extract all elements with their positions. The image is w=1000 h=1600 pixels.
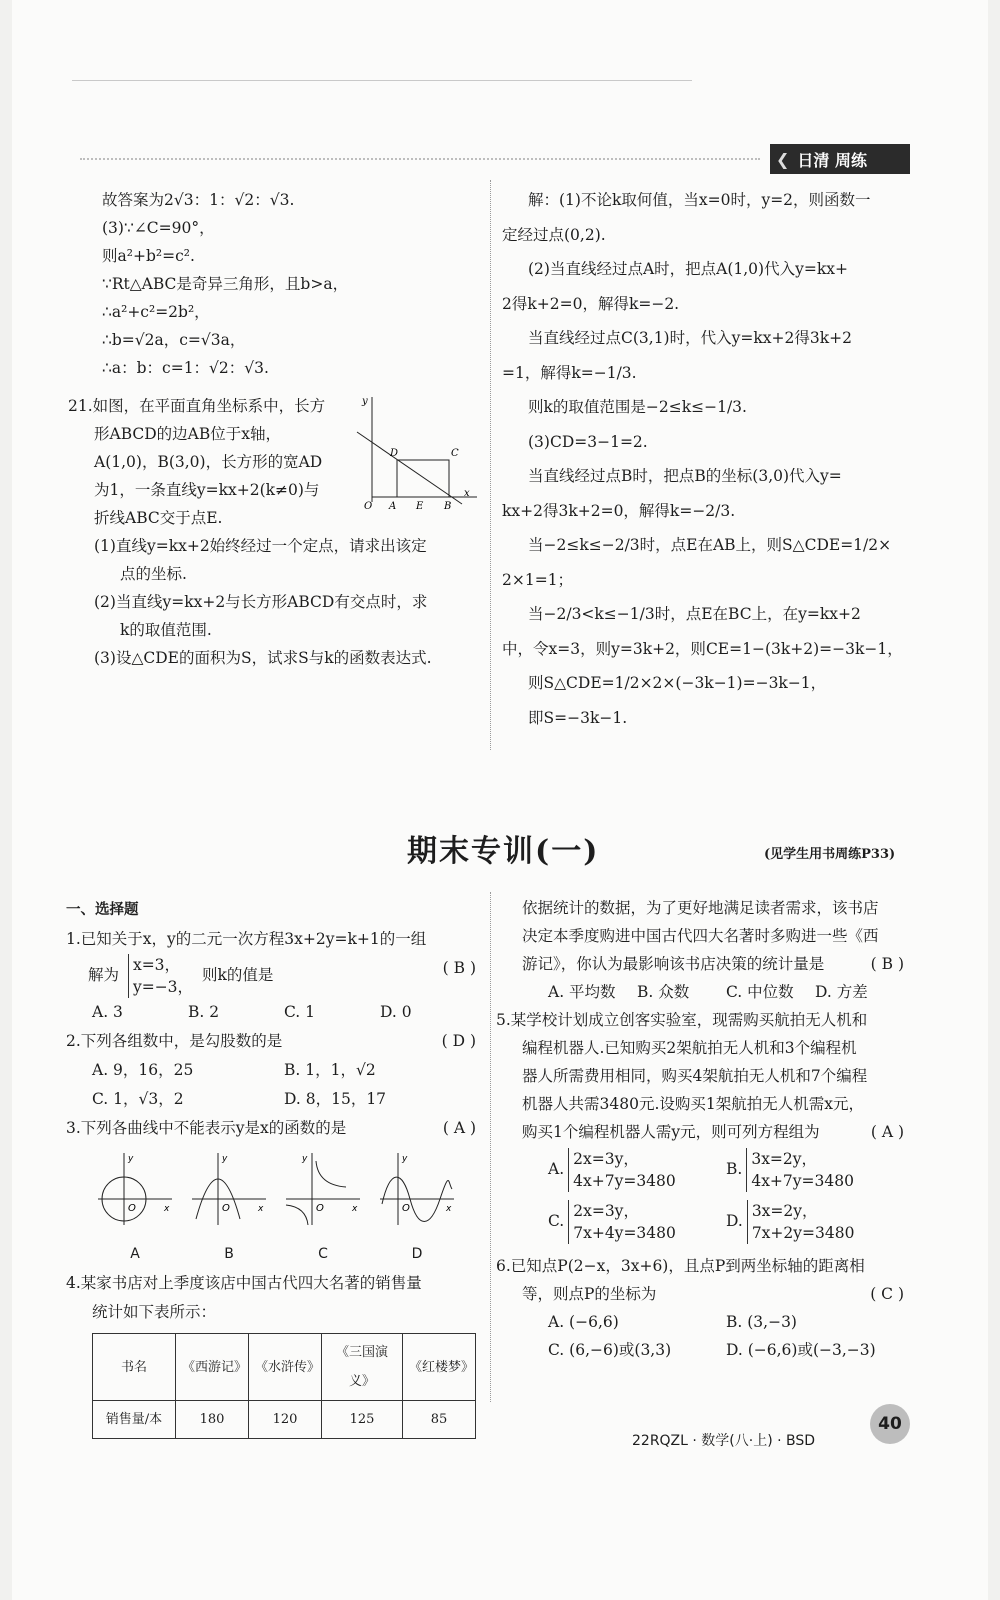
q6-answer: ( C ) [870,1285,904,1303]
q3-answer: ( A ) [442,1119,476,1137]
q4-cont: 游记》，你认为最影响该书店决策的统计量是 [522,955,825,973]
table-row [93,1401,476,1439]
q5-stem: 编程机器人.已知购买2架航拍无人机和3个编程机 [522,1039,857,1057]
question-21 [68,392,338,532]
text-line: 故答案为2√3：1：√2：√3. [102,191,295,209]
column-divider [490,180,491,750]
graph-b [188,1149,270,1269]
sys-line: 4x+7y=3480 [751,1172,854,1190]
svg-text:x: x [446,1204,452,1214]
q5-stem: 器人所需费用相同，购买4架航拍无人机和7个编程 [522,1067,868,1085]
hyperbola-graph-icon [282,1149,364,1229]
q4-stem: 4.某家书店对上季度该店中国古代四大名著的销售量 [66,1274,422,1292]
graph-a [94,1149,176,1269]
parabola-graph-icon [188,1149,270,1229]
footer-code: 22RQZL · 数学(八·上) · BSD [632,1433,816,1449]
table-cell: 125 [322,1401,403,1439]
table-cell: 180 [176,1401,249,1439]
q21-part: (3)设△CDE的面积为S，试求S与k的函数表达式. [94,649,432,667]
option: B. 众数 [637,983,690,1001]
text-line: ∴a：b：c=1：√2：√3. [102,359,269,377]
chevron-icon: ❮ [776,149,790,169]
q3-line [66,1114,476,1143]
solution-line: 2得k+2=0，解得k=−2. [502,294,680,313]
left-bottom-column [66,896,476,1439]
option [726,1200,904,1244]
q1-answer: ( B ) [442,959,476,977]
option: A. 9，16，25 [92,1061,194,1079]
solution-line: =1，解得k=−1/3. [502,363,637,382]
sys-line: 7x+4y=3480 [573,1224,676,1242]
sys-line: 3x=2y， [751,1202,818,1220]
q21-stem: A(1,0)，B(3,0)，长方形的宽AD [94,453,323,471]
option: D. 方差 [815,983,868,1001]
dotted-rule [80,158,760,160]
graph-label: B [224,1246,234,1262]
svg-text:C: C [451,448,459,459]
sys-line: 2x=3y， [573,1150,639,1168]
badge-label: 日清 周练 [797,150,867,170]
q6-options [496,1308,904,1336]
q1-system [128,954,193,998]
svg-text:O: O [316,1203,324,1214]
svg-text:x: x [164,1204,170,1214]
svg-text:y: y [402,1154,408,1164]
solution-line: 则S△CDE=1/2×2×(−3k−1)=−3k−1， [528,674,827,692]
option: B. (3,−3) [726,1313,797,1331]
option: D. 0 [380,1003,412,1021]
q4-cont-line [496,950,904,978]
q21-part: 点的坐标. [120,565,187,583]
svg-text:y: y [362,396,368,407]
q6-stem: 等，则点P的坐标为 [522,1285,657,1303]
svg-text:B: B [444,501,452,512]
q1-stem: 1.已知关于x，y的二元一次方程3x+2y=k+1的一组 [66,930,427,948]
top-rule [72,80,692,81]
option: C. 1，√3，2 [92,1090,184,1108]
option-label: A. [548,1160,565,1178]
q3-graphs [94,1149,476,1269]
q1-pre: 解为 [88,966,120,984]
column-divider [490,892,491,1402]
svg-text:x: x [464,488,470,499]
graph-c [282,1149,364,1269]
svg-text:y: y [302,1154,308,1164]
option: D. 8，15，17 [284,1090,387,1108]
option: D. (−6,6)或(−3,−3) [726,1341,876,1359]
option [726,1148,904,1192]
graph-label: D [411,1246,423,1262]
option: B. 1，1，√2 [284,1061,376,1079]
q4-answer: ( B ) [870,955,904,973]
q6-options [496,1336,904,1364]
svg-text:O: O [222,1203,230,1214]
q2-options [66,1085,476,1114]
page-number: 40 [870,1404,910,1444]
q2-line [66,1027,476,1056]
solution-line: 2×1=1； [502,570,574,589]
page [12,0,988,1600]
header-badge [770,144,910,174]
circle-graph-icon [94,1149,176,1229]
q5-stem-line [496,1118,904,1146]
right-bottom-column [496,894,904,1364]
text-line: 则a²+b²=c². [102,247,195,265]
solution-line: 当直线经过点B时，把点B的坐标(3,0)代入y= [528,467,842,485]
sales-table [92,1333,476,1439]
q5-options-ab [496,1148,904,1192]
text-line: (3)∵∠C=90°， [102,219,215,237]
option [548,1200,726,1244]
option-label: D. [726,1212,743,1230]
graph-d [376,1149,458,1269]
option-system [568,1200,676,1244]
solution-line: 定经过点(0,2). [502,225,606,244]
solution-line: kx+2得3k+2=0，解得k=−2/3. [502,501,736,520]
section-heading: 一、选择题 [66,902,139,918]
question-21-parts [68,532,488,672]
svg-text:E: E [416,501,424,512]
table-cell: 书名 [93,1334,176,1401]
q6-stem: 6.已知点P(2−x，3x+6)，且点P到两坐标轴的距离相 [496,1257,865,1275]
option: A. (−6,6) [548,1313,619,1331]
svg-text:y: y [128,1154,134,1164]
option-system [568,1148,676,1192]
table-header-row [93,1334,476,1401]
solution-line: 当−2/3<k≤−1/3时，点E在BC上，在y=kx+2 [528,605,861,623]
table-cell: 《红楼梦》 [403,1334,476,1401]
text-line: ∵Rt△ABC是奇异三角形，且b>a， [102,275,349,293]
solution-line: 解：(1)不论k取何值，当x=0时，y=2，则函数一 [528,191,871,209]
sys-line: 3x=2y， [751,1150,818,1168]
q5-stem: 5.某学校计划成立创客实验室，现需购买航拍无人机和 [496,1011,868,1029]
option-system [747,1200,855,1244]
option-label: B. [726,1160,743,1178]
svg-text:O: O [402,1203,410,1214]
q21-stem: 形ABCD的边AB位于x轴， [94,425,281,443]
text-line: ∴b=√2a，c=√3a， [102,331,246,349]
sys-line: x=3， [132,956,181,974]
sys-line: 4x+7y=3480 [573,1172,676,1190]
table-cell: 《三国演义》 [322,1334,403,1401]
table-cell: 《水浒传》 [249,1334,322,1401]
section-ref: (见学生用书周练P33) [764,847,896,862]
sys-line: y=−3， [132,978,194,996]
svg-text:O: O [364,501,373,512]
solution-line: 当直线经过点C(3,1)时，代入y=kx+2得3k+2 [528,329,852,347]
section-title: 期末专训(一) [407,834,600,869]
option [548,1148,726,1192]
q2-options [66,1056,476,1085]
q21-stem: 折线ABC交于点E. [94,509,223,527]
svg-text:A: A [389,501,397,512]
q21-part: (1)直线y=kx+2始终经过一个定点，请求出该定 [94,537,427,555]
option-system [746,1148,854,1192]
q21-part: (2)当直线y=kx+2与长方形ABCD有交点时，求 [94,593,428,611]
table-cell: 《西游记》 [176,1334,249,1401]
q21-figure [352,392,482,512]
text-line: ∴a²+c²=2b²， [102,303,210,321]
option: C. 中位数 [726,983,794,1001]
q4-stem: 统计如下表所示： [92,1303,217,1321]
wave-graph-icon [376,1149,458,1229]
svg-text:y: y [222,1154,228,1164]
svg-text:D: D [390,448,399,459]
solution-line: 中，令x=3，则y=3k+2，则CE=1−(3k+2)=−3k−1， [502,639,903,658]
table-cell: 85 [403,1401,476,1439]
sys-line: 7x+2y=3480 [751,1224,855,1242]
q21-stem: 为1，一条直线y=kx+2(k≠0)与 [94,481,320,499]
q5-options-cd [496,1200,904,1244]
q5-stem: 购买1个编程机器人需y元，则可列方程组为 [522,1123,820,1141]
option-label: C. [548,1212,565,1230]
q1-line [66,954,476,998]
sys-line: 2x=3y， [573,1202,639,1220]
q6-stem-line [496,1280,904,1308]
table-cell: 120 [249,1401,322,1439]
solution-line: 则k的取值范围是−2≤k≤−1/3. [528,398,747,416]
option: B. 2 [188,1003,220,1021]
option: A. 3 [92,1003,123,1021]
q5-answer: ( A ) [870,1123,904,1141]
svg-text:x: x [352,1204,358,1214]
q1-post: 则k的值是 [201,966,274,984]
q4-options [496,978,904,1006]
solution-line: 当−2≤k≤−2/3时，点E在AB上，则S△CDE=1/2× [528,536,892,554]
table-cell: 销售量/本 [93,1401,176,1439]
option: C. 1 [284,1003,316,1021]
svg-text:x: x [258,1204,264,1214]
graph-label: A [130,1246,140,1262]
right-top-column [502,183,922,735]
q21-part: k的取值范围. [120,621,212,639]
solution-line: 即S=−3k−1. [528,708,628,727]
option: A. 平均数 [548,983,616,1001]
left-top-column [102,186,482,382]
q2-answer: ( D ) [441,1032,476,1050]
q3-stem: 3.下列各曲线中不能表示y是x的函数的是 [66,1119,347,1137]
q4-cont: 决定本季度购进中国古代四大名著时多购进一些《西 [522,927,879,945]
q1-options [66,998,476,1027]
q21-stem: 21.如图，在平面直角坐标系中，长方 [68,397,326,415]
q5-stem: 机器人共需3480元.设购买1架航拍无人机需x元， [522,1095,864,1113]
solution-line: (2)当直线经过点A时，把点A(1,0)代入y=kx+ [528,260,848,278]
option: C. (6,−6)或(3,3) [548,1341,672,1359]
q2-stem: 2.下列各组数中，是勾股数的是 [66,1032,283,1050]
svg-text:O: O [128,1203,136,1214]
solution-line: (3)CD=3−1=2. [528,432,648,451]
graph-label: C [318,1246,328,1262]
q4-cont: 依据统计的数据，为了更好地满足读者需求，该书店 [522,899,879,917]
